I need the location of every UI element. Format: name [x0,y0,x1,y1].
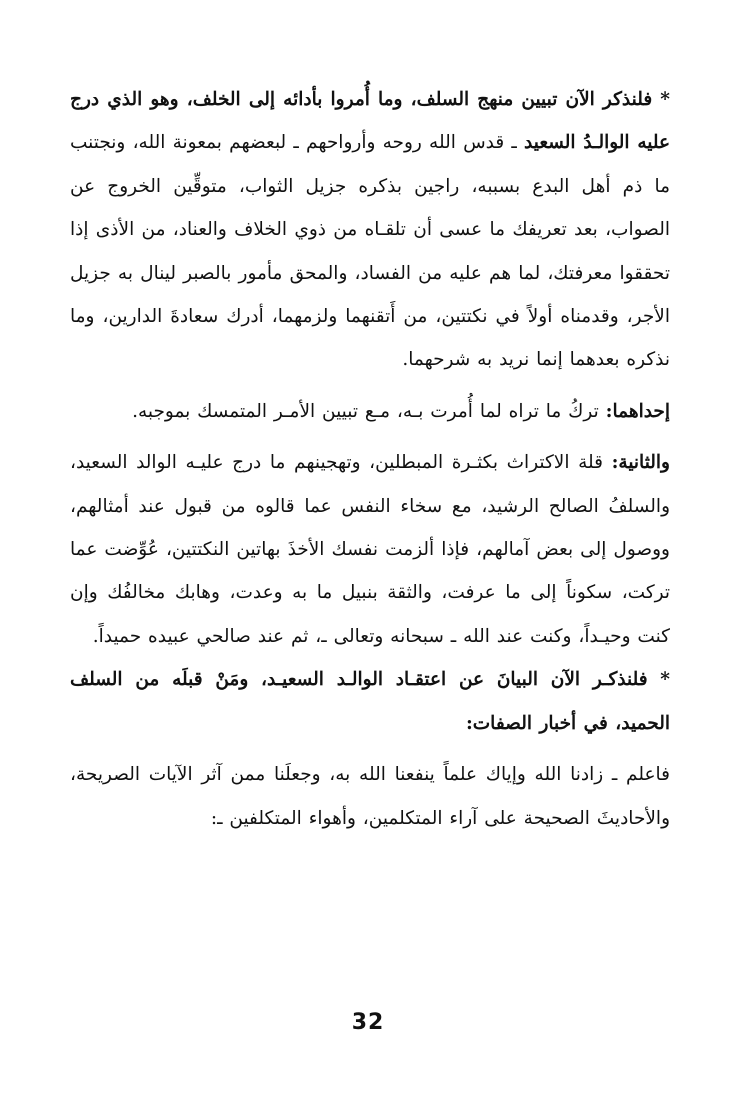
intro-text: ـ قدس الله روحه وأرواحهم ـ لبعضهم بمعونة الله، ونجتنب ما ذم أهل البدع بسببه، راجين بذكره جزيل الثواب، متوقِّين الخروج عن الصواب، بعد تعريفك ما عسى أن تلقـاه من ذوي الخلاف والعناد، من الأذى إذا تحققوا معرفتك، لما هم عليه من الفساد، والمحق مأمور بالصبر لينال به جزيل الأجر، وقدمناه أولاً في نكتتين، من أَتقنهما ولزمهما، أدرك سعادةَ الدارين، وما نذكره بعدهما إنما نريد به شرحهما. [70,132,670,371]
page-number: 32 [351,1010,385,1035]
body-text [70,78,670,840]
second-point-label: والثانية: [611,452,670,474]
second-point-text: قلة الاكتراث بكثـرة المبطلين، وتهجينهم ما درج عليـه الوالد السعيد، والسلفُ الصالح الرشيد، مع سخاء النفس عما قالوه من قبول عند أمثالهم، ووصول إلى بعض آمالهم، فإذا ألزمت نفسك الأخذَ بهاتين النكتتين، عُوِّضت عما تركت، سكوناً إلى ما عرفت، والثقة بنبيل ما به وعدت، وهابك مخالفُك وإن كنت وحيـداً، وكنت عند الله ـ سبحانه وتعالى ـ، ثم عند صالحي عبيده حميداً. [70,452,670,647]
paragraph-section-heading [70,658,670,745]
intro-heading: * فلنذكر الآن تبيين منهج السلف، وما أُمروا بأدائه إلى الخلف، وهو الذي درج عليه الوالـدُ السعيد [70,89,670,154]
paragraph-closing [70,753,670,840]
paragraph-intro [70,78,670,382]
section-heading: * فلنذكـر الآن البيانَ عن اعتقـاد الوالـد السعيـد، ومَنْ قبلَه من السلف الحميد، في أخبار الصفات: [70,669,670,734]
closing-text: فاعلم ـ زادنا الله وإياك علماً ينفعنا الله به، وجعلَنا ممن آثر الآيات الصريحة، والأحاديثَ الصحيحة على آراء المتكلمين، وأهواء المتكلفين ـ: [70,764,670,829]
first-point-text: تركُ ما تراه لما أُمرت بـه، مـع تبيين الأمـر المتمسك بموجبه. [132,400,606,422]
first-point-label: إحداهما: [605,400,670,422]
paragraph-first-point [70,390,670,433]
paragraph-second-point [70,441,670,658]
